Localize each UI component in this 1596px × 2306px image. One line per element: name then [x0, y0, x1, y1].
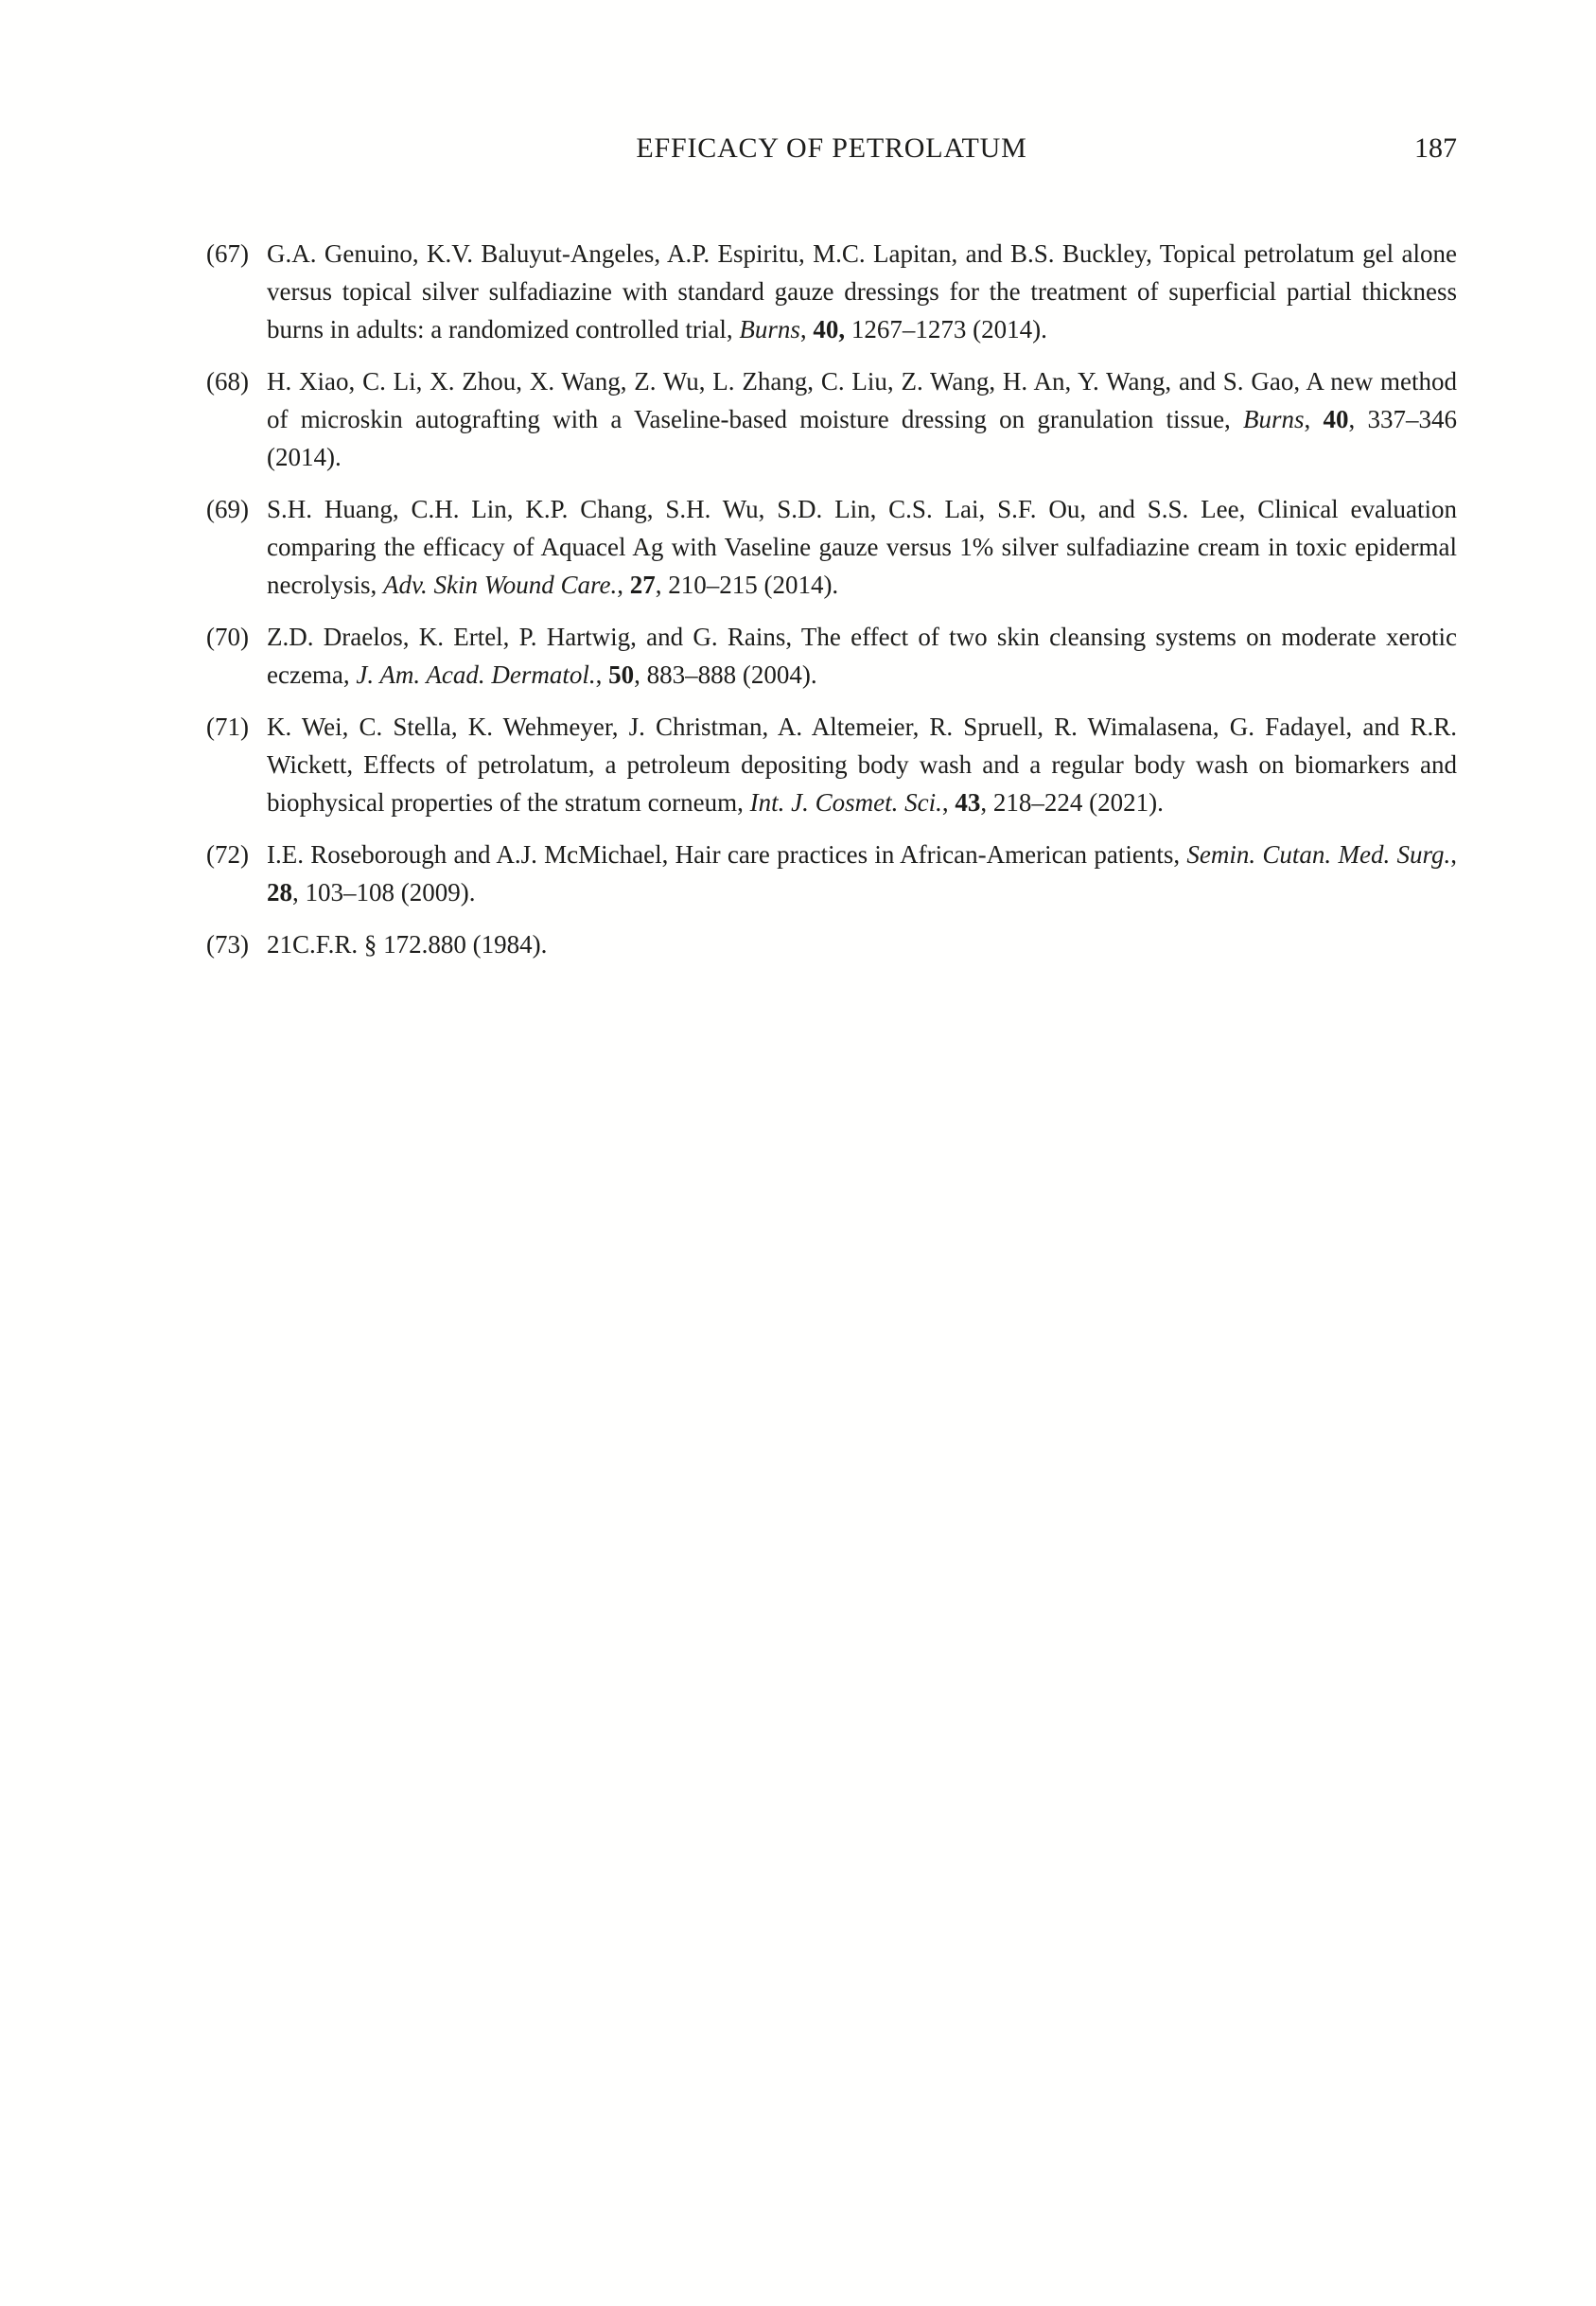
page-number: 187	[1414, 132, 1457, 164]
reference-number: (73)	[206, 930, 249, 959]
reference-number: (67)	[206, 239, 249, 268]
reference-text: 21C.F.R. § 172.880 (1984).	[267, 930, 548, 959]
reference-text: G.A. Genuino, K.V. Baluyut-Angeles, A.P. Espiritu, M.C. Lapitan, and B.S. Buckley, Topical petrolatum gel alone versus topical silver sulfadiazine with standard gauze dressings for the treatment of superficial partial thickness burns in adults: a randomized controlled trial, Burns, 40, 1267–1273 (2014).	[267, 239, 1457, 343]
reference-number: (70)	[206, 623, 249, 651]
reference-item	[206, 618, 1457, 694]
reference-list	[206, 235, 1457, 963]
reference-text: S.H. Huang, C.H. Lin, K.P. Chang, S.H. Wu, S.D. Lin, C.S. Lai, S.F. Ou, and S.S. Lee, Clinical evaluation comparing the efficacy of Aquacel Ag with Vaseline gauze versus 1% silver sulfadiazine cream in toxic epidermal necrolysis, Adv. Skin Wound Care., 27, 210–215 (2014).	[267, 495, 1457, 599]
reference-text: H. Xiao, C. Li, X. Zhou, X. Wang, Z. Wu, L. Zhang, C. Liu, Z. Wang, H. An, Y. Wang, and S. Gao, A new method of microskin autografting with a Vaseline-based moisture dressing on granulation tissue, Burns, 40, 337–346 (2014).	[267, 367, 1458, 471]
reference-number: (69)	[206, 495, 249, 523]
reference-item	[206, 235, 1457, 348]
reference-number: (68)	[206, 367, 249, 396]
reference-number: (71)	[206, 713, 249, 741]
reference-item	[206, 708, 1457, 821]
reference-item	[206, 836, 1457, 911]
running-head	[206, 132, 1457, 174]
reference-text: Z.D. Draelos, K. Ertel, P. Hartwig, and G. Rains, The effect of two skin cleansing systems on moderate xerotic eczema, J. Am. Acad. Dermatol., 50, 883–888 (2004).	[267, 623, 1457, 689]
reference-item	[206, 362, 1457, 476]
reference-item	[206, 490, 1457, 604]
reference-text: K. Wei, C. Stella, K. Wehmeyer, J. Christman, A. Altemeier, R. Spruell, R. Wimalasena, G. Fadayel, and R.R. Wickett, Effects of petrolatum, a petroleum depositing body wash and a regular body wash on biomarkers and biophysical properties of the stratum corneum, Int. J. Cosmet. Sci., 43, 218–224 (2021).	[267, 713, 1457, 817]
page-content	[206, 132, 1457, 977]
reference-number: (72)	[206, 840, 249, 869]
reference-text: I.E. Roseborough and A.J. McMichael, Hair care practices in African-American patients, Semin. Cutan. Med. Surg., 28, 103–108 (2009).	[267, 840, 1457, 907]
running-head-title: EFFICACY OF PETROLATUM	[636, 132, 1027, 164]
reference-item	[206, 925, 1457, 963]
